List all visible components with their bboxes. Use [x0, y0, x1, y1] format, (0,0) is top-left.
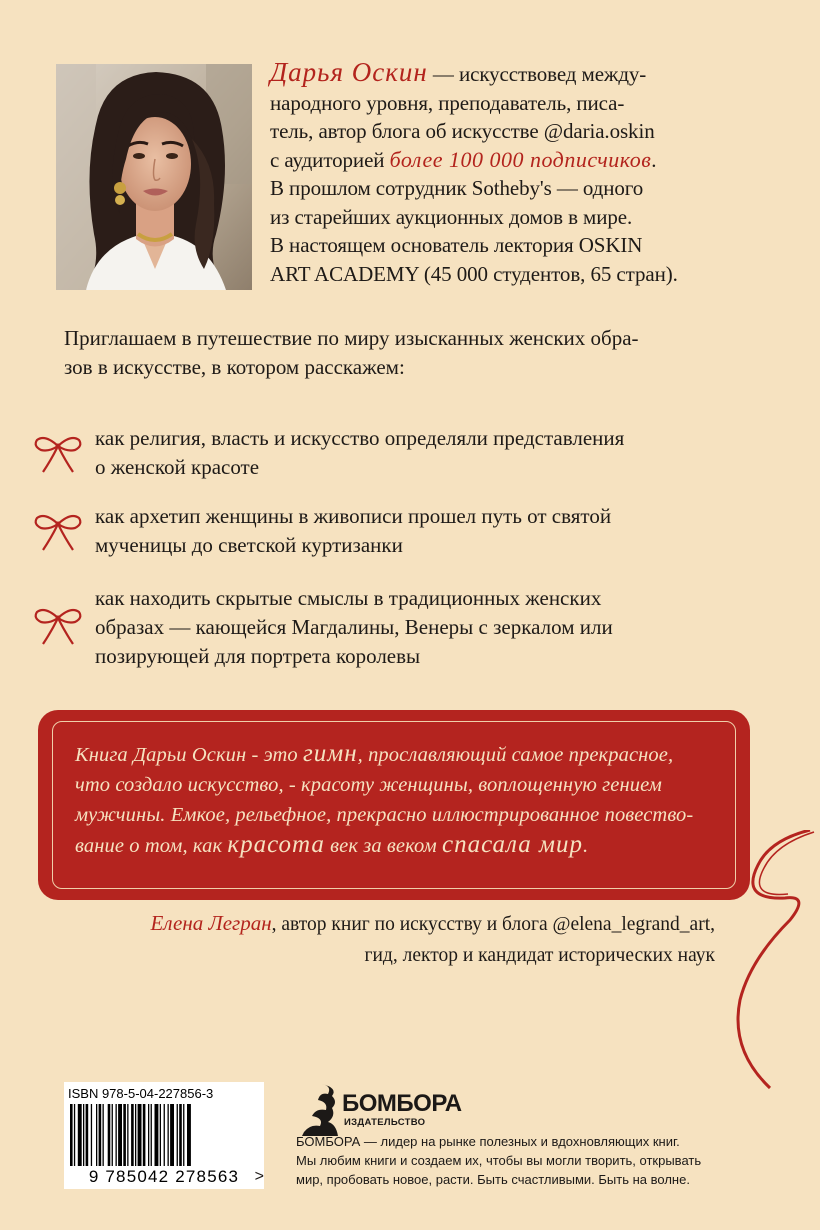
barcode-bar — [127, 1104, 128, 1166]
barcode-bar — [86, 1104, 89, 1166]
bio-line-2: народного уровня, преподаватель, писа- — [270, 90, 625, 115]
barcode-bar — [70, 1104, 73, 1166]
reviewer-name: Елена Легран — [150, 911, 272, 935]
author-bio — [270, 58, 760, 288]
bow-icon — [33, 432, 83, 476]
author-name: Дарья Оскин — [270, 57, 428, 87]
topic-2: как архетип женщины в живописи прошел путь от святой мученицы до светской куртизанки — [95, 504, 612, 557]
intro-paragraph: Приглашаем в путешествие по миру изысканных женских обра- зов в искусстве, в котором расскажем: — [64, 326, 639, 379]
publisher-description: БОМБОРА — лидер на рынке полезных и вдохновляющих книг. Мы любим книги и создаем их, чтобы вы могли творить, открывать мир, пробовать новое, расти. Быть счастливыми. Быть на волне. — [296, 1134, 702, 1187]
barcode-digits: 9 785042 278563 — [88, 1167, 240, 1186]
subscriber-highlight: более 100 000 подписчиков — [389, 146, 652, 172]
barcode-bar — [187, 1104, 191, 1166]
barcode-bar — [138, 1104, 142, 1166]
topic-1: как религия, власть и искусство определяли представления о женской красоте — [95, 426, 625, 479]
barcode-bar — [99, 1104, 102, 1166]
bombora-wave-icon — [298, 1080, 342, 1138]
barcode-quiet-mark: > — [254, 1168, 264, 1185]
barcode-bar — [103, 1104, 104, 1166]
barcode-bar — [108, 1104, 111, 1166]
publisher-logo — [298, 1080, 468, 1140]
barcode-bar — [168, 1104, 169, 1166]
barcode-bar — [143, 1104, 146, 1166]
barcode-bar — [183, 1104, 184, 1166]
barcode-bar — [177, 1104, 178, 1166]
barcode-bar — [170, 1104, 174, 1166]
quote-attribution: Елена Легран, автор книг по искусству и блога @elena_legrand_art, гид, лектор и кандидат исторических наук — [150, 911, 715, 966]
barcode-bar — [148, 1104, 149, 1166]
topic-3: как находить скрытые смыслы в традиционных женских образах — кающейся Магдалины, Венеры с зеркалом или позирующей для портрета королевы — [95, 586, 613, 668]
barcode-bar — [131, 1104, 134, 1166]
barcode-bar — [151, 1104, 152, 1166]
bow-icon — [33, 510, 83, 554]
barcode-bar — [179, 1104, 182, 1166]
publisher-subtitle: ИЗДАТЕЛЬСТВО — [344, 1117, 426, 1128]
barcode-bar — [78, 1104, 82, 1166]
barcode-bar — [155, 1104, 159, 1166]
review-quote-box — [38, 710, 750, 900]
barcode-bar — [160, 1104, 161, 1166]
review-quote: Книга Дарьи Оскин - это гимн, прославляющий самое прекрасное, что создало искусство, - красоту женщины, воплощенную гением мужчины. Емкое, рельефное, прекрасно иллюстрированное повество- вание о том, как красота век за веком спасала мир. — [75, 740, 694, 858]
barcode-bar — [112, 1104, 113, 1166]
bio-line-6: из старейших аукционных домов в мире. — [270, 204, 633, 229]
bio-line-1: Дарья Оскин — искусствовед между- — [270, 57, 647, 87]
bio-line-5: В прошлом сотрудник Sotheby's — одного — [270, 176, 644, 200]
bio-line-7: В настоящем основатель лектория OSKIN — [270, 233, 643, 257]
bio-line-8: ART ACADEMY (45 000 студентов, 65 стран). — [270, 261, 678, 286]
barcode-block — [64, 1082, 264, 1189]
barcode-bar — [135, 1104, 136, 1166]
ribbon-decoration — [710, 830, 820, 1090]
barcode-bar — [83, 1104, 84, 1166]
bow-icon — [33, 604, 83, 648]
barcode-bar — [91, 1104, 92, 1166]
bio-line-4: с аудиторией более 100 000 подписчиков. — [270, 146, 657, 172]
bio-line-3: тель, автор блога об искусстве @daria.oskin — [270, 119, 655, 143]
barcode-bar — [164, 1104, 165, 1166]
barcode-bar — [116, 1104, 117, 1166]
barcode-bar — [96, 1104, 97, 1166]
author-portrait — [56, 64, 252, 290]
barcode-bar — [118, 1104, 122, 1166]
barcode-bar — [123, 1104, 126, 1166]
barcode-icon — [68, 1104, 260, 1166]
isbn-label: ISBN 978-5-04-227856-3 — [68, 1086, 214, 1101]
publisher-name: БОМБОРА — [342, 1090, 462, 1117]
barcode-bar — [74, 1104, 75, 1166]
